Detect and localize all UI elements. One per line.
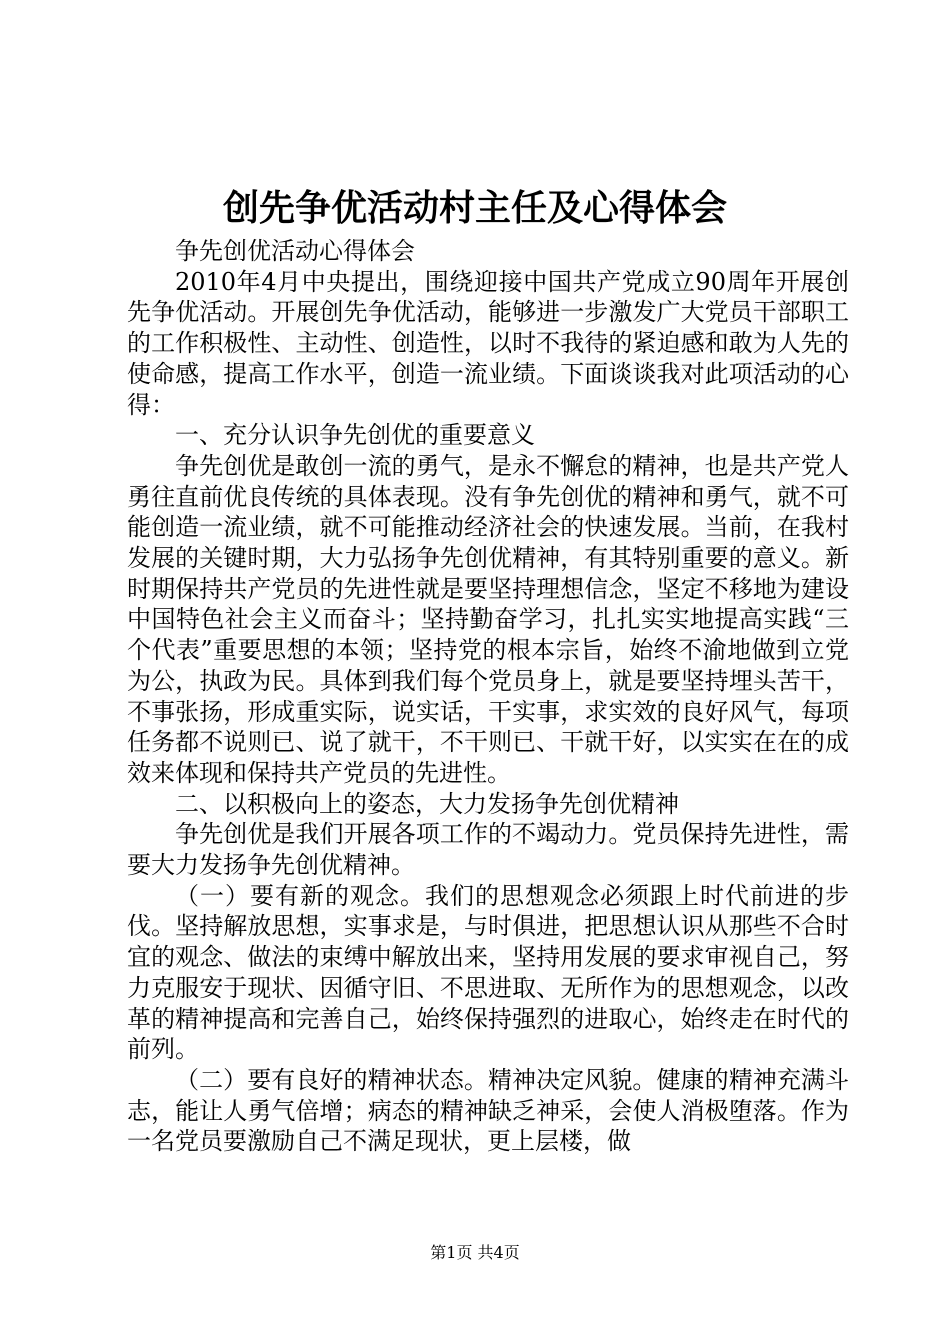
paragraph-point-1: （一）要有新的观念。我们的思想观念必须跟上时代前进的步伐。坚持解放思想，实事求是，与时俱进，把思想认识从那些不合时宜的观念、做法的束缚中解放出来，坚持用发展的要求审视自己，努力克服安于现状、因循守旧、不思进取、无所作为的思想观念，以改革的精神提高和完善自己，始终保持强烈的进取心，始终走在时代的前列。 — [127, 881, 849, 1064]
paragraph-section-1: 争先创优是敢创一流的勇气，是永不懈怠的精神，也是共产党人勇往直前优良传统的具体表现。没有争先创优的精神和勇气，就不可能创造一流业绩，就不可能推动经济社会的快速发展。当前，在我村发展的关键时期，大力弘扬争先创优精神，有其特别重要的意义。新时期保持共产党员的先进性就是要坚持理想信念，坚定不移地为建设中国特色社会主义而奋斗；坚持勤奋学习，扎扎实实地提高实践“三个代表”重要思想的本领；坚持党的根本宗旨，始终不渝地做到立党为公，执政为民。具体到我们每个党员身上，就是要坚持埋头苦干，不事张扬，形成重实际，说实话，干实事，求实效的良好风气，每项任务都不说则已、说了就干，不干则已、干就干好，以实实在在的成效来体现和保持共产党员的先进性。 — [127, 451, 849, 787]
section-heading-1: 一、充分认识争先创优的重要意义 — [175, 421, 535, 450]
paragraph-point-2: （二）要有良好的精神状态。精神决定风貌。健康的精神充满斗志，能让人勇气倍增；病态的精神缺乏神采，会使人消极堕落。作为一名党员要激励自己不满足现状，更上层楼，做 — [127, 1065, 849, 1156]
page-footer: 第1页 共4页 — [430, 1243, 520, 1262]
paragraph-subtitle: 争先创优活动心得体会 — [175, 237, 415, 265]
document-title: 创先争优活动村主任及心得体会 — [222, 187, 727, 229]
paragraph-intro: 2010年4月中央提出，围绕迎接中国共产党成立90周年开展创先争优活动。开展创先争优活动，能够进一步激发广大党员干部职工的工作积极性、主动性、创造性，以时不我待的紧迫感和敢为人先的使命感，提高工作水平，创造一流业绩。下面谈谈我对此项活动的心得： — [127, 267, 849, 419]
document-body — [127, 236, 849, 1157]
paragraph-section-2: 争先创优是我们开展各项工作的不竭动力。党员保持先进性，需要大力发扬争先创优精神。 — [127, 820, 849, 880]
section-heading-2: 二、以积极向上的姿态，大力发扬争先创优精神 — [175, 789, 679, 818]
